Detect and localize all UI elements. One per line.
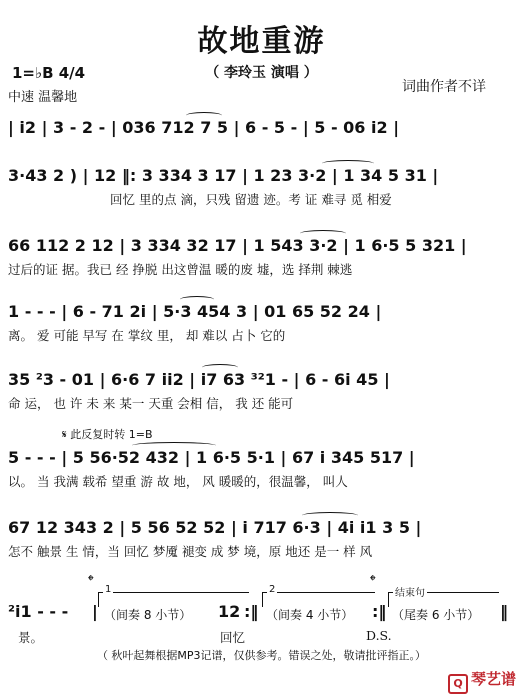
lyrics-row-3: 过后的证 据。我已 经 挣脱 出这曾温 暖的废 墟，选 择荆 棘逃 [8,262,353,277]
lyrics-row-8: 景。 [18,630,44,645]
logo-text: 琴艺谱 [471,670,517,688]
site-logo [448,668,516,694]
repeat-end-barline-2: :‖ [372,602,387,621]
key-signature: 1=♭B 4/4 [12,64,86,82]
repeat-end-barline: :‖ [244,602,259,621]
song-title: 故地重游 [197,24,326,59]
interlude-8-bars: （间奏 8 小节） [104,608,192,622]
slur-mark [180,296,214,303]
pickup-notes: 12 [218,602,241,621]
lyrics-row-4: 离。 爱 可能 早写 在 掌纹 里， 却 难以 占卜 它的 [8,328,286,343]
interlude-4-bars: （间奏 4 小节） [266,608,354,622]
singer-credit: （ 李玲玉 演唱 ） [205,65,318,81]
lyrics-row-7: 怎不 触景 生 情，当 回忆 梦魇 褪变 成 梦 境，原 地还 是一 样 风 [8,544,373,559]
notation-row-3: 66 112 2 12 | 3 334 32 17 | 1 543 3·2 | 1 6·5 5 321 | [8,236,467,255]
composer-credit: 词曲作者不详 [402,79,486,95]
lyrics-row-8-mid: 回忆 [220,630,246,645]
slur-mark [302,512,358,519]
notation-row-8-start: ²i1 - - - [8,602,69,621]
lyrics-row-6: 以。 当 我满 载希 望重 游 故 地， 风 暖暖的，很温馨， 叫人 [8,474,348,489]
logo-icon: Q [448,674,468,694]
slur-mark [202,364,238,371]
end-phrase-bracket [388,588,499,607]
lyrics-row-2: 回忆 里的点 滴，只残 留遗 迹。考 证 难寻 觅 相爱 [110,192,392,207]
slur-mark [186,112,222,119]
repeat-instruction: 𝄋 此反复时转 1=B [62,428,153,441]
notation-row-6: 5 - - - | 5 56·52 432 | 1 6·5 5·1 | 67 i 345 517 | [8,448,415,467]
transcription-note: （ 秋叶起舞根据MP3记谱，仅供参考。错误之处，敬请批评指正。） [96,649,427,662]
final-barline: ‖ [500,602,508,621]
volta-2-bracket [262,584,375,607]
coda-sign-right: 𝄌 [370,571,376,590]
coda-sign-left: 𝄌 [88,571,94,590]
dal-segno: D.S. [366,628,392,643]
slur-mark [322,160,374,167]
lyrics-row-5: 命 运， 也 许 未 来 某一 天重 会相 信， 我 还 能可 [8,396,294,411]
notation-row-1: | i2 | 3 - 2 - | 036 712 7 5 | 6 - 5 - | 5 - 06 i2 | [8,118,400,137]
notation-row-4: 1 - - - | 6 - 71 2i | 5·3 454 3 | 01 65 52 24 | [8,302,382,321]
notation-row-7: 67 12 343 2 | 5 56 52 52 | i 717 6·3 | 4i i1 3 5 | [8,518,422,537]
slur-mark [132,442,216,449]
outro-6-bars: （尾奏 6 小节） [392,608,480,622]
slur-mark [300,230,346,237]
end-phrase-label: 结束句 [393,584,427,599]
volta-2-label: 2 [269,584,276,595]
notation-row-5: 35 ²3 - 01 | 6·6 7 ii2 | i7 63 ³²1 - | 6 - 6i 45 | [8,370,390,389]
barline: | [92,602,98,621]
tempo-marking: 中速 温馨地 [8,90,78,105]
notation-row-2: 3·43 2 ) | 12 ‖: 3 334 3 17 | 1 23 3·2 | 1 34 5 31 | [8,166,439,185]
volta-1-label: 1 [105,584,112,595]
